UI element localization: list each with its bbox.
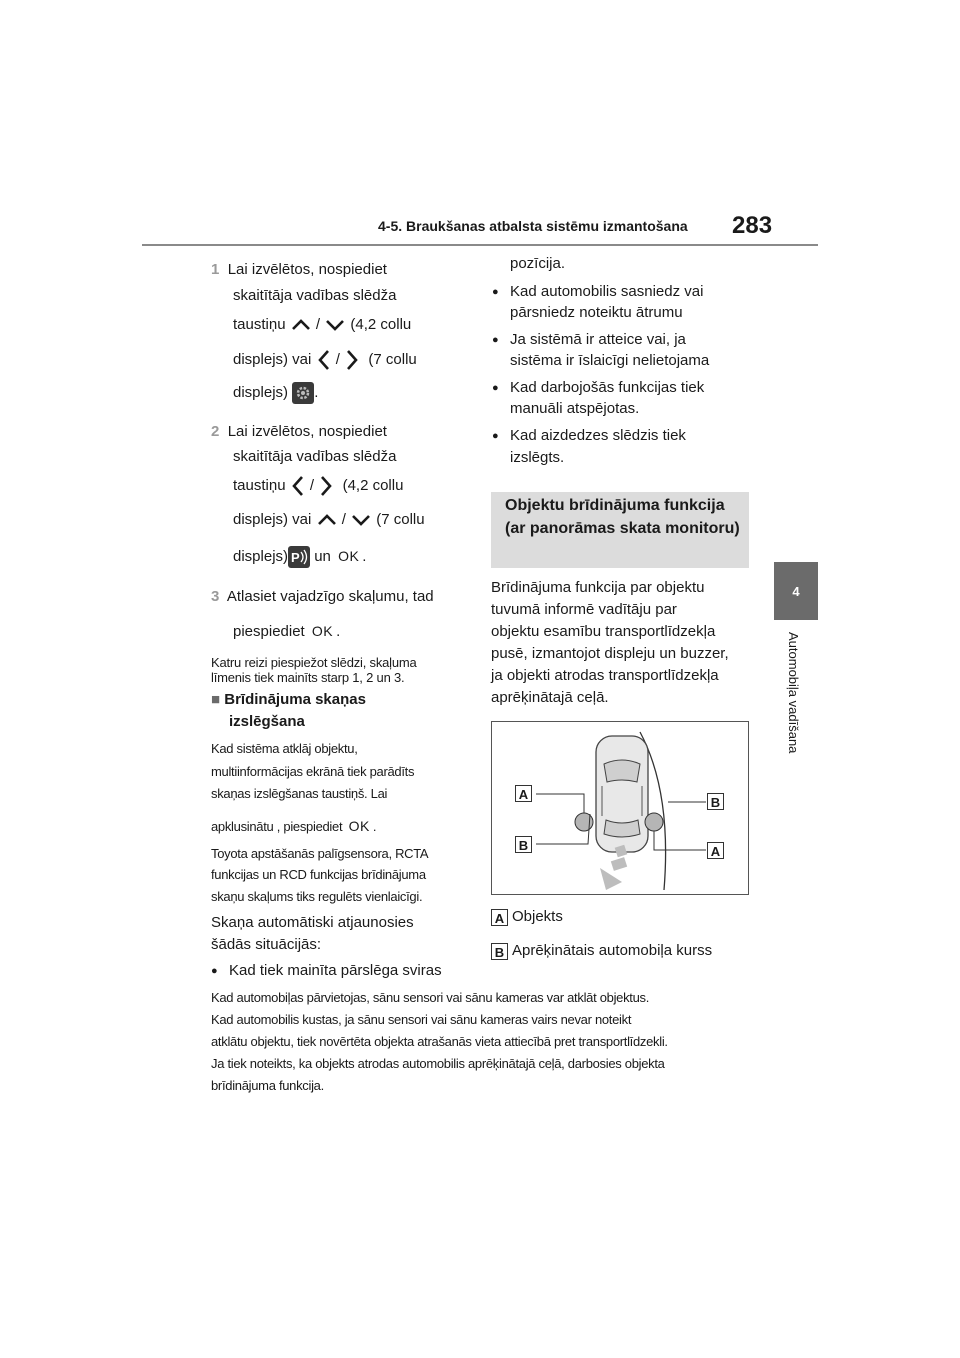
mute-text-line-6: funkcijas un RCD funkcijas brīdinājuma <box>211 867 426 882</box>
object-alert-diagram <box>491 721 749 895</box>
step-number: 2 <box>211 423 220 440</box>
step-number: 3 <box>211 588 220 605</box>
diagram-label-a-right: A <box>707 842 724 859</box>
bullet-item-1: ● Kad automobilis sasniedz vai <box>510 281 703 303</box>
legend-item-a: A Objekts <box>491 906 563 928</box>
step-2-line-2: skaitītāja vadības slēdža <box>233 448 397 465</box>
step-1-line-4: displejs) vai / (7 collu <box>233 348 417 372</box>
auto-restore-line-2: šādās situācijās: <box>211 936 322 953</box>
para-line-5: ja objekti atrodas transportlīdzekļa <box>491 667 719 684</box>
volume-note-line-2: līmenis tiek mainīts starp 1, 2 un 3. <box>211 670 405 685</box>
mute-text-line-4: apklusinātu , piespiediet OK . <box>211 814 376 839</box>
bottom-text-line-3: atklātu objektu, tiek novērtēta objekta atrašanās vieta attiecībā pret transportlīdzekli. <box>211 1034 668 1049</box>
step-2-line-1: 2 Lai izvēlētos, nospiediet <box>211 423 387 440</box>
chapter-tab: 4 <box>774 562 818 620</box>
chevron-down-icon <box>324 317 346 333</box>
chevron-left-icon <box>290 474 306 498</box>
bullet-item-2-line-2: sistēma ir īslaicīgi nelietojama <box>510 352 710 369</box>
step-2-line-3: taustiņu / (4,2 collu <box>233 474 403 498</box>
auto-restore-line-1: Skaņa automātiski atjaunosies <box>211 914 414 931</box>
page-number: 283 <box>732 212 773 239</box>
bottom-text-line-4: Ja tiek noteikts, ka objekts atrodas automobilis aprēķinātajā ceļā, darbosies objekta <box>211 1056 665 1071</box>
step-1-line-2: skaitītāja vadības slēdža <box>233 287 397 304</box>
mute-text-line-3: skaņas izslēgšanas taustiņš. Lai <box>211 786 388 801</box>
legend-key: A <box>491 909 508 926</box>
car-icon <box>596 736 648 852</box>
parking-sensor-icon <box>288 546 310 568</box>
object-circle-right <box>645 813 663 831</box>
para-line-1: Brīdinājuma funkcija par objektu <box>491 579 705 596</box>
auto-restore-bullet-1: ● Kad tiek mainīta pārslēga sviras <box>229 960 442 982</box>
bullet-item-2: ● Ja sistēmā ir atteice vai, ja <box>510 329 686 351</box>
chevron-left-icon <box>316 348 332 372</box>
step-2-line-5: displejs) P un OK . <box>233 545 366 568</box>
bottom-text-line-2: Kad automobilis kustas, ja sānu sensori vai sānu kameras vairs nevar noteikt <box>211 1012 632 1027</box>
chevron-right-icon <box>344 348 360 372</box>
step-1-line-5: displejs) . <box>233 382 318 404</box>
step-number: 1 <box>211 261 220 278</box>
diagram-label-b-left: B <box>515 836 532 853</box>
para-line-6: aprēķinātajā ceļā. <box>491 689 609 706</box>
bottom-text-line-5: brīdinājuma funkcija. <box>211 1078 324 1093</box>
mute-text-line-5: Toyota apstāšanās palīgsensora, RCTA <box>211 846 429 861</box>
diagram-label-a-left: A <box>515 785 532 802</box>
header-divider <box>142 244 818 246</box>
mute-text-line-1: Kad sistēma atklāj objektu, <box>211 741 358 756</box>
bullet-item-4: ● Kad aizdedzes slēdzis tiek <box>510 425 686 447</box>
mute-text-line-2: multiinformācijas ekrānā tiek parādīts <box>211 764 415 779</box>
para-line-4: pusē, izmantojot displeju un buzzer, <box>491 645 729 662</box>
para-line-3: objektu esamību transportlīdzekļa <box>491 623 716 640</box>
header-title: 4-5. Braukšanas atbalsta sistēmu izmantošana <box>378 218 688 234</box>
ok-button-icon: OK <box>311 623 334 639</box>
chevron-right-icon <box>318 474 334 498</box>
legend-item-b: B Aprēķinātais automobiļa kurss <box>491 940 712 962</box>
ok-button-icon: OK <box>338 548 360 564</box>
step-3-line-1: 3 Atlasiet vajadzīgo skaļumu, tad <box>211 588 434 605</box>
chevron-down-icon <box>350 512 372 528</box>
step-1-line-1: 1 Lai izvēlētos, nospiediet <box>211 261 387 278</box>
step-3-line-2: piespiediet OK . <box>233 620 340 643</box>
chevron-up-icon <box>290 317 312 333</box>
bullet-item-4-line-2: izslēgts. <box>510 449 565 466</box>
svg-text:P: P <box>291 550 300 566</box>
chevron-up-icon <box>316 512 338 528</box>
bullet-item-3: ● Kad darbojošās funkcijas tiek <box>510 377 704 399</box>
mute-text-line-7: skaņu skaļums tiks regulēts vienlaicīgi. <box>211 889 423 904</box>
bullet-continuation: pozīcija. <box>510 255 566 272</box>
legend-key: B <box>491 943 508 960</box>
section-title: Objektu brīdinājuma funkcija (ar panorāmas skata monitoru) <box>505 497 740 537</box>
volume-note-line-1: Katru reizi piespiežot slēdzi, skaļuma <box>211 655 417 670</box>
bullet-item-1-line-2: pārsniedz noteiktu ātrumu <box>510 304 683 321</box>
chapter-label: Automobiļa vadīšana <box>786 632 801 754</box>
mute-heading: ■ Brīdinājuma skaņas <box>211 691 366 708</box>
mute-heading-line-2: izslēgšana <box>229 713 305 730</box>
diagram-label-b-right: B <box>707 793 724 810</box>
step-1-line-3: taustiņu / (4,2 collu <box>233 316 412 333</box>
bullet-item-3-line-2: manuāli atspējotas. <box>510 400 640 417</box>
step-2-line-4: displejs) vai / (7 collu <box>233 511 425 528</box>
bottom-text-line-1: Kad automobiļas pārvietojas, sānu sensori vai sānu kameras var atklāt objektus. <box>211 990 650 1005</box>
para-line-2: tuvumā informē vadītāju par <box>491 601 677 618</box>
settings-gear-icon <box>292 382 314 404</box>
ok-button-icon: OK <box>348 818 370 834</box>
